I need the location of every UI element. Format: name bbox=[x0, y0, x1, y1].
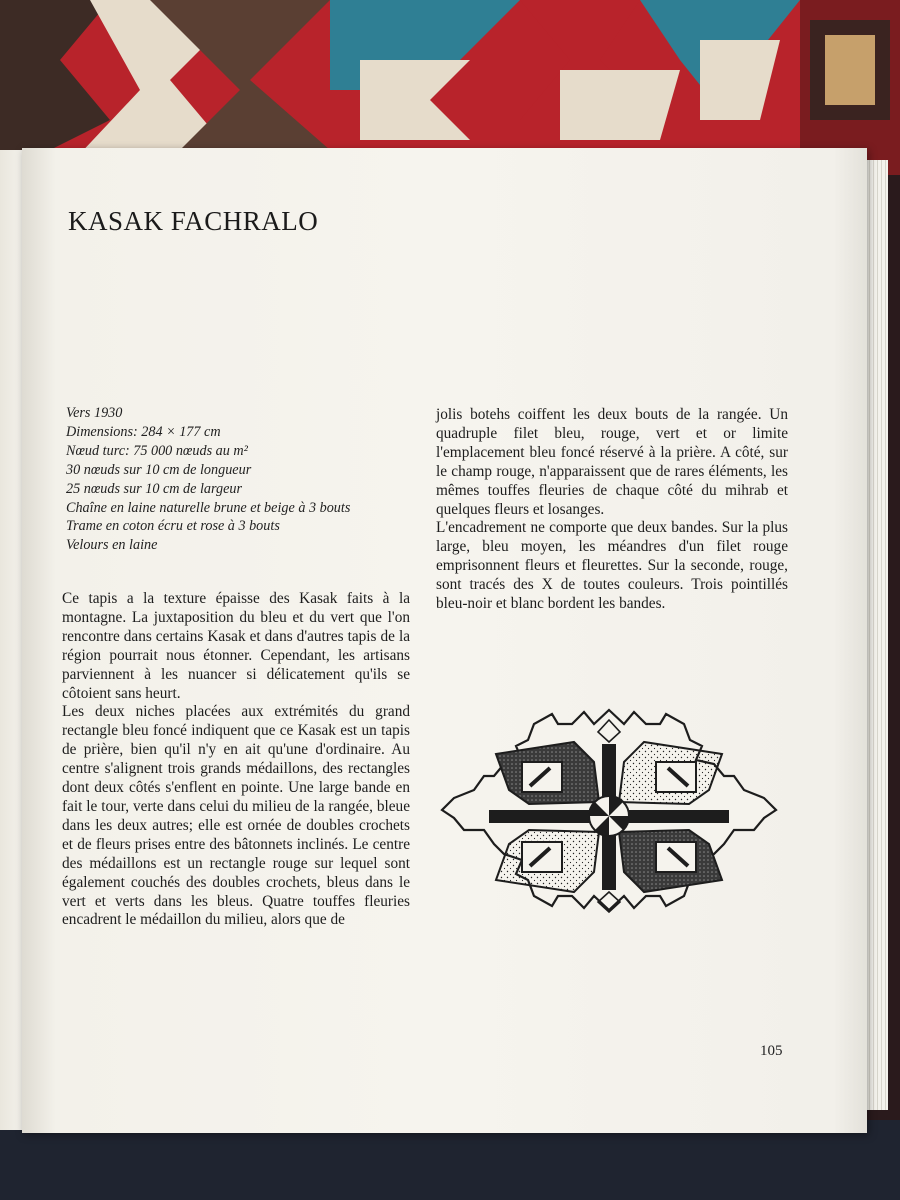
body-paragraph: Les deux niches placées aux extrémités du grand rectangle bleu foncé indiquent que ce Kasak est un tapis de prière, bien qu'il n'y en ait qu'une d'ordinaire. Au centre s'alignent trois grands médaillons, des rectangles dont deux côtés s'enflent en pointe. Une large bande en fait le tour, verte dans celui du milieu de la rangée, bleue dans les deux autres; elle est ornée de doubles crochets et de fleurs prises entre des bâtonnets inclinés. Le centre des médaillons est un rectangle rouge sur lequel sont également couchés des doubles crochets, bleus dans le vert et verts dans les bleus. Quatre touffes fleuries encadrent le médaillon du milieu, alors que de bbox=[62, 703, 410, 929]
spec-pile: Velours en laine bbox=[66, 537, 158, 554]
body-paragraph: Ce tapis a la texture épaisse des Kasak faits à la montagne. La juxtaposition du bleu et du vert que l'on rencontre dans certains Kasak et dans d'autres tapis de la région pourrait nous étonner. Cependant, les artisans parviennent à les nuancer si délicatement qu'ils se côtoient sans heurt. bbox=[62, 590, 410, 702]
spec-dimensions: Dimensions: 284 × 177 cm bbox=[66, 423, 221, 440]
body-column-left bbox=[62, 590, 410, 930]
medallion-illustration bbox=[434, 702, 784, 932]
spec-weft: Trame en coton écru et rose à 3 bouts bbox=[66, 518, 280, 535]
spec-knots-length: 30 nœuds sur 10 cm de longueur bbox=[66, 461, 252, 478]
spec-knots-width: 25 nœuds sur 10 cm de largeur bbox=[66, 480, 243, 497]
spec-knot-density: Nœud turc: 75 000 nœuds au m² bbox=[66, 442, 248, 459]
body-paragraph: L'encadrement ne comporte que deux bandes. Sur la plus large, bleu moyen, les méandres d'un filet rouge emprisonnent fleurs et fleurettes. Sur la seconde, rouge, sont tracés des X de toutes couleurs. Trois pointillés bleu-noir et blanc bordent les bandes. bbox=[436, 519, 788, 613]
page-number: 105 bbox=[760, 1043, 783, 1059]
spec-warp: Chaîne en laine naturelle brune et beige à 3 bouts bbox=[66, 499, 351, 516]
page-title: KASAK FACHRALO bbox=[68, 206, 319, 236]
spec-date: Vers 1930 bbox=[66, 405, 123, 421]
rug-specifications bbox=[66, 404, 426, 555]
body-paragraph: jolis botehs coiffent les deux bouts de la rangée. Un quadruple filet bleu, rouge, vert et or limite l'emplacement bleu foncé réservé à la prière. A côté, sur le champ rouge, n'apparaissent que de rares éléments, les mêmes touffes fleuries de chaque côté du mihrab et quelques fleurs et losanges. bbox=[436, 406, 788, 518]
body-column-right bbox=[436, 406, 788, 614]
